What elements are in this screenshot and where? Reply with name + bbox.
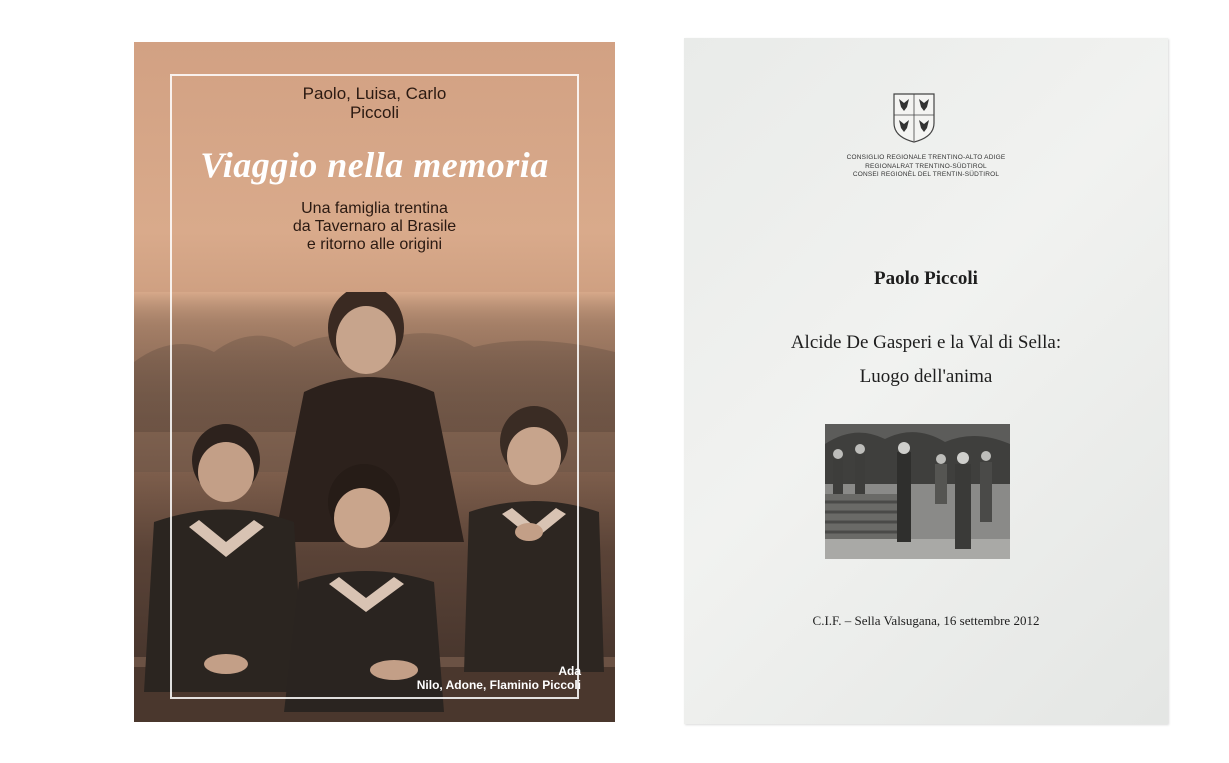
book-subtitle-line: e ritorno alle origini	[306, 236, 443, 253]
coat-of-arms-icon	[893, 93, 935, 143]
book-title: Viaggio nella memoria	[200, 145, 549, 185]
book-subtitle-line: da Tavernaro al Brasile	[292, 218, 457, 235]
book-subtitle	[134, 200, 615, 254]
photo-caption-line: Nilo, Adone, Flaminio Piccoli	[416, 678, 581, 692]
book-authors-surname: Piccoli	[349, 103, 400, 122]
book-authors-names: Paolo, Luisa, Carlo	[302, 84, 447, 103]
pamphlet-cover	[684, 38, 1168, 724]
pamphlet-title	[684, 326, 1168, 394]
council-name-line: REGIONALRAT TRENTINO-SÜDTIROL	[865, 162, 987, 170]
pamphlet-title-line: Alcide De Gasperi e la Val di Sella:	[790, 332, 1062, 353]
book-subtitle-line: Una famiglia trentina	[301, 200, 448, 217]
pamphlet-author: Paolo Piccoli	[874, 268, 978, 289]
council-name	[684, 154, 1168, 180]
book-authors	[134, 84, 615, 122]
bw-group-photo	[825, 424, 1010, 559]
book-cover	[134, 42, 615, 722]
council-name-line: CONSIGLIO REGIONALE TRENTINO-ALTO ADIGE	[846, 154, 1006, 161]
council-name-line: CONSEI REGIONÈL DEL TRENTIN-SÜDTIROL	[852, 171, 1000, 178]
photo-caption	[417, 664, 581, 692]
pamphlet-footer: C.I.F. – Sella Valsugana, 16 settembre 2012	[812, 613, 1040, 628]
photo-caption-line: Ada	[558, 664, 581, 678]
pamphlet-title-line: Luogo dell'anima	[859, 366, 993, 387]
